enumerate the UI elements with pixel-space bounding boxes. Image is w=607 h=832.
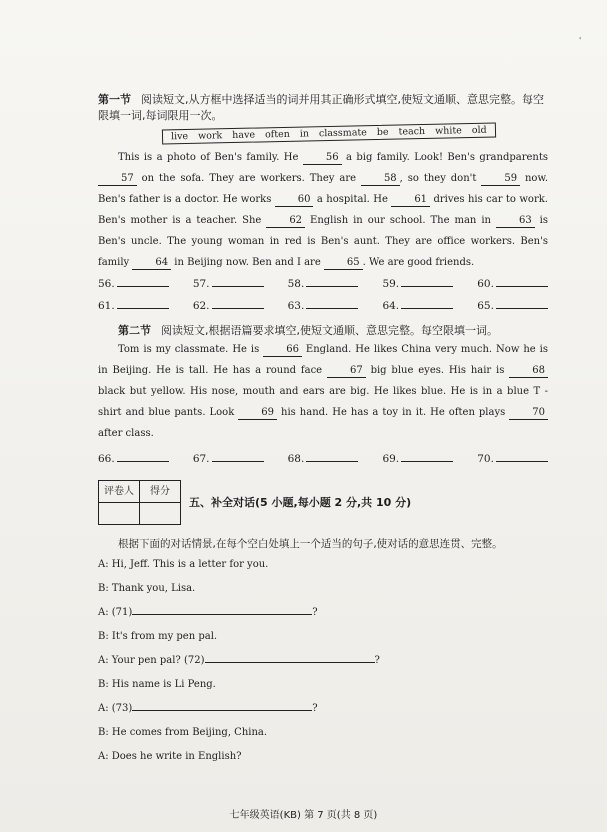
passage-text: on the sofa. They are workers. They are: [136, 173, 361, 184]
score-cell[interactable]: [140, 503, 181, 525]
dialogue-line: [98, 745, 548, 769]
section2-title: 第二节: [118, 324, 151, 337]
answer-number: 58.: [287, 278, 305, 290]
answer-slot[interactable]: [382, 273, 453, 295]
answer-line[interactable]: [401, 451, 453, 462]
blank-59[interactable]: 59: [481, 172, 520, 186]
answer-slot[interactable]: [98, 295, 169, 317]
score-header: 得分: [140, 481, 181, 503]
answer-line[interactable]: [306, 276, 358, 287]
blank-56[interactable]: 56: [303, 151, 342, 165]
passage-text: This is a photo of Ben's family. He: [118, 152, 303, 163]
grader-header: 评卷人: [99, 481, 140, 503]
answer-number: 66.: [98, 453, 115, 465]
passage-text: Tom is my classmate. He is: [118, 344, 264, 355]
word-bank-item: old: [471, 124, 487, 137]
dialogue-line: [98, 673, 548, 697]
answer-row-61-65: [98, 295, 548, 317]
passage-text: black but yellow. His nose, mouth and ears are big. He likes blue. He is in a blue T - shirt and blue pants. Look: [98, 386, 548, 418]
dialogue-text: A: (71): [98, 607, 133, 618]
answer-number: 64.: [382, 300, 400, 312]
dialogue-line: [98, 721, 548, 745]
answer-slot[interactable]: [477, 295, 548, 317]
section1-passage: [98, 147, 548, 273]
blank-60[interactable]: 60: [275, 193, 314, 207]
answer-line[interactable]: [306, 451, 358, 462]
answer-number: 59.: [382, 278, 400, 290]
page-footer: 七年级英语(KB) 第 7 页(共 8 页): [229, 810, 378, 821]
section1-heading: [98, 92, 548, 124]
passage-text: drives his car to work. Ben's mother is a teacher. She: [98, 194, 548, 226]
answer-row-56-60: [98, 273, 548, 295]
answer-slot[interactable]: [382, 295, 453, 317]
passage-text: a big family. Look! Ben's grandparents: [341, 152, 549, 163]
blank-61[interactable]: 61: [391, 193, 430, 207]
passage-text: . We are good friends.: [362, 257, 475, 268]
passage-text: big blue eyes. His hair is: [365, 365, 510, 376]
section2-heading: [98, 323, 548, 339]
answer-slot[interactable]: [288, 448, 359, 470]
blank-63[interactable]: 63: [496, 214, 535, 228]
dialogue-line: [98, 697, 548, 721]
answer-row-66-70: [98, 448, 548, 470]
answer-slot[interactable]: [288, 295, 359, 317]
blank-70[interactable]: 70: [509, 406, 548, 420]
word-bank-item: in: [299, 128, 310, 140]
word-bank-box: [162, 123, 496, 145]
corner-mark: ': [579, 36, 582, 45]
answer-line[interactable]: [117, 451, 169, 462]
answer-number: 67.: [192, 453, 210, 465]
passage-text: after class.: [98, 428, 154, 439]
word-bank-item: have: [232, 129, 256, 142]
blank-58[interactable]: 58: [361, 172, 400, 186]
answer-number: 70.: [477, 453, 494, 465]
answer-line[interactable]: [306, 298, 358, 309]
answer-number: 69.: [382, 453, 400, 465]
answer-line[interactable]: [117, 298, 169, 309]
answer-line[interactable]: [496, 298, 548, 309]
answer-line[interactable]: [117, 276, 169, 287]
answer-slot[interactable]: [98, 448, 169, 470]
word-bank-item: classmate: [318, 127, 367, 140]
part5-title: 五、补全对话(5 小题,每小题 2 分,共 10 分): [189, 495, 412, 509]
answer-slot[interactable]: [382, 448, 453, 470]
blank-57[interactable]: 57: [98, 172, 137, 186]
dialogue-line: [98, 601, 548, 625]
answer-slot[interactable]: [477, 273, 548, 295]
answer-slot[interactable]: [288, 273, 359, 295]
passage-text: is Ben's uncle. The young woman in red is Ben's aunt. They are office workers. Ben's family: [98, 215, 549, 268]
word-bank-item: often: [264, 128, 290, 141]
answer-number: 68.: [287, 453, 305, 465]
dialogue-end: ?: [312, 607, 318, 618]
dialogue-end: ?: [312, 703, 318, 714]
answer-number: 57.: [192, 278, 210, 290]
answer-line[interactable]: [212, 451, 264, 462]
passage-text: a hospital. He: [313, 194, 392, 205]
passage-text: English in our school. The man in: [305, 215, 496, 226]
section2-passage: [98, 339, 548, 444]
dialogue-blank[interactable]: [205, 652, 375, 663]
word-bank-item: live: [170, 130, 189, 143]
score-area: [98, 480, 548, 525]
dialogue-text: A: Does he write in English?: [98, 751, 242, 762]
answer-line[interactable]: [496, 276, 548, 287]
section1-instruction: 阅读短文,从方框中选择适当的词并用其正确形式填空,使短文通顺、意思完整。每空限填一词,每词限用一次。: [98, 93, 544, 122]
answer-slot[interactable]: [193, 273, 264, 295]
blank-67[interactable]: 67: [327, 364, 366, 378]
word-bank-item: white: [435, 125, 462, 137]
answer-line[interactable]: [401, 276, 453, 287]
answer-slot[interactable]: [477, 448, 548, 470]
grader-cell[interactable]: [99, 503, 140, 525]
answer-line[interactable]: [496, 451, 548, 462]
answer-number: 62.: [192, 300, 210, 312]
dialogue-end: ?: [374, 655, 380, 666]
passage-text: England. He likes China very much. Now he is in Beijing. He is tall. He has a round face: [98, 344, 549, 376]
section2-instruction: 阅读短文,根据语篇要求填空,使短文通顺、意思完整。每空限填一词。: [161, 324, 498, 337]
answer-slot[interactable]: [193, 448, 264, 470]
dialogue-text: B: Thank you, Lisa.: [98, 583, 196, 594]
dialogue-blank[interactable]: [132, 604, 312, 615]
answer-slot[interactable]: [98, 273, 169, 295]
answer-line[interactable]: [212, 298, 264, 309]
blank-64[interactable]: 64: [132, 256, 171, 270]
dialogue-text: A: (73): [98, 703, 133, 714]
blank-69[interactable]: 69: [238, 406, 277, 420]
word-bank-item: work: [197, 130, 223, 142]
dialogue-line: [98, 625, 548, 649]
answer-number: 65.: [477, 300, 494, 312]
page-content: [98, 92, 548, 769]
word-bank-item: teach: [398, 125, 426, 138]
word-bank-item: be: [376, 126, 389, 138]
answer-number: 61.: [98, 300, 115, 312]
dialogue: [98, 553, 548, 769]
section1-title: 第一节: [98, 93, 131, 106]
dialogue-text: A: Hi, Jeff. This is a letter for you.: [98, 559, 269, 570]
blank-62[interactable]: 62: [266, 214, 305, 228]
score-table: [98, 480, 181, 525]
dialogue-line: [98, 577, 548, 601]
blank-68[interactable]: 68: [509, 364, 548, 378]
answer-number: 60.: [477, 278, 494, 290]
passage-text: his hand. He has a toy in it. He often plays: [277, 407, 510, 418]
answer-line[interactable]: [212, 276, 264, 287]
dialogue-line: [98, 649, 548, 673]
passage-text: now. Ben's father is a doctor. He works: [98, 173, 549, 205]
answer-line[interactable]: [401, 298, 453, 309]
dialogue-text: B: He comes from Beijing, China.: [98, 727, 268, 738]
dialogue-text: B: It's from my pen pal.: [98, 631, 218, 642]
part5-instruction: 根据下面的对话情景,在每个空白处填上一个适当的句子,使对话的意思连贯、完整。: [118, 538, 503, 550]
dialogue-line: [98, 553, 548, 577]
blank-65[interactable]: 65: [324, 256, 363, 270]
blank-66[interactable]: 66: [263, 343, 302, 357]
answer-slot[interactable]: [193, 295, 264, 317]
dialogue-blank[interactable]: [132, 700, 312, 711]
dialogue-text: A: Your pen pal? (72): [98, 655, 205, 666]
dialogue-text: B: His name is Li Peng.: [98, 679, 216, 690]
answer-number: 63.: [287, 300, 305, 312]
passage-text: , so they don't: [399, 173, 482, 184]
passage-text: in Beijing now. Ben and I are: [171, 257, 324, 268]
answer-number: 56.: [98, 278, 115, 290]
